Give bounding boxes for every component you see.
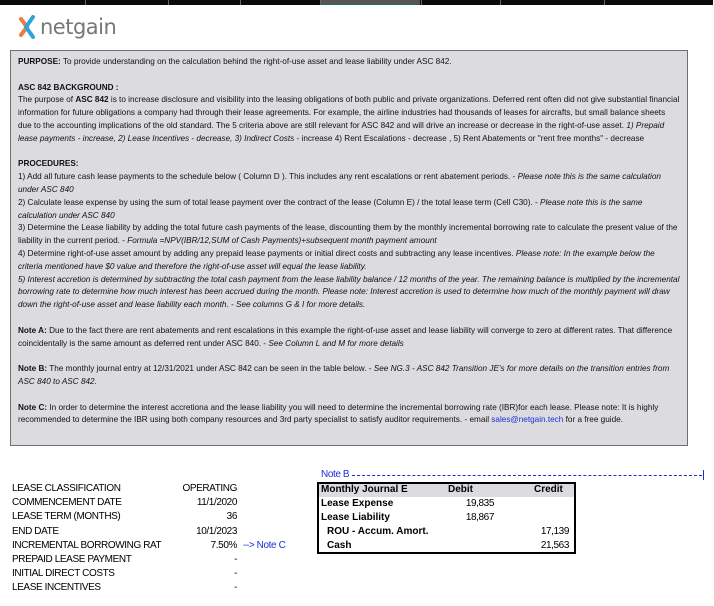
journal-account: Lease Liability [321,512,390,523]
text-segment: The purpose of [18,95,76,105]
text-segment: Note A: [18,325,47,335]
selected-column-header[interactable] [320,0,420,5]
text-segment: 5) Interest accretion is determined by subtracting the total cash payment from the lease liability balance / 12 months of the year. The remaining balance is multiplied by the incremental borrowing rate to determine how much interest has been accrued during the month. Please note: Interest accretion is used to determine how much of the monthly payment will draw down the right-of-use asset and lease liability each month. - See columns G & I for more details. [18,274,680,310]
text-segment: The monthly journal entry at 12/31/2021 under ASC 842 can be seen in the table below. - [47,364,374,374]
journal-header-credit: Credit [534,484,563,495]
text-segment: 2) Calculate lease expense by using the sum of total lease payment over the contract of the lease (Column E) / the total lease term (Cell C30). - [18,197,540,207]
text-segment: In order to determine the interest accretiona and the lease liability you will need to determine the incremental borrowing rate (IBR)for each lease. Please note: It is highly recommended to determine the IBR using both company resources and 3rd party specialist to satisfy auditor requirements. - email [18,402,659,425]
textbox-paragraph [18,56,680,69]
lease-field-label: INITIAL DIRECT COSTS [12,568,115,580]
note-b-dashed-line [352,475,702,476]
lease-field-value[interactable]: 36 [226,511,237,523]
column-divider[interactable] [240,0,241,5]
note-c-link[interactable]: --> Note C [243,539,286,551]
text-segment: 1) Add all future cash lease payments to the schedule below ( Column D ). This includes any rent escalations or rent abatement periods. - [18,172,518,182]
textbox-paragraph [18,82,680,146]
column-divider[interactable] [168,0,169,5]
lease-field-value[interactable]: OPERATING [182,483,237,494]
column-divider[interactable] [421,0,422,5]
lease-field-label: END DATE [12,525,59,537]
lease-field-value[interactable]: 11/1/2020 [196,497,237,509]
textbox-paragraph [18,402,680,428]
column-divider[interactable] [604,0,605,5]
textbox-paragraph [18,363,680,389]
lease-field-label: INCREMENTAL BORROWING RAT [12,539,162,551]
note-b-line-end [703,470,704,480]
text-segment: is to increase disclosure and visibility into the leasing obligations of both public and private organizations. Deferred rent often did not give substantial financial information for future obligations a company had through their lease agreements. For example, the airline industries had thousands of leases for aircrafts, but small balance sheets due to the accounting implications of the old standard. The 5 criteria above are still relevant for ASC 842 and will drive an increase or decrease in the right-of-use asset. [18,95,680,130]
column-divider[interactable] [500,0,501,5]
lease-field-label: LEASE INCENTIVES [12,582,101,594]
journal-credit: 17,139 [540,526,569,537]
journal-account: Lease Expense [321,498,394,509]
lease-field-value[interactable]: 7.50% [210,539,237,551]
journal-account: ROU - Accum. Amort. [327,526,429,537]
email-link[interactable]: sales@netgain.tech [491,415,564,425]
lease-field-value[interactable]: - [234,568,237,580]
text-segment: 3) Determine the Lease liability by adding the total future cash payments of the lease, discounting them by the monthly incremental borrowing rate to calculate the present value of the liability in the current period. - [18,223,678,246]
netgain-logo [18,14,116,40]
text-segment: To provide understanding on the calculation behind the right-of-use asset and lease liability under ASC 842. [60,57,452,66]
lease-field-value[interactable]: - [234,582,237,594]
text-segment: for a free guide. [563,415,623,425]
lease-field-label: LEASE CLASSIFICATION [12,483,121,494]
journal-header-debit: Debit [448,484,473,495]
text-segment: - increase 4) Rent Escalations - decrease , 5) Rent Abatements or "rent free months" - decrease [294,133,645,143]
lease-field-label: PREPAID LEASE PAYMENT [12,554,132,565]
textbox-paragraph [18,158,680,312]
column-divider[interactable] [85,0,86,5]
text-segment: Note C: [18,402,48,412]
text-segment: See NG.3 - ASC 842 Transition JE's for more details on the transition entries from ASC 840 to ASC 842. [18,364,670,386]
text-segment: ASC 842 BACKGROUND : [18,82,119,92]
lease-field-label: LEASE TERM (MONTHS) [12,511,121,523]
text-segment: Formula =NPV(IBR/12,SUM of Cash Payments)+subsequent month payment amount [127,236,437,246]
journal-credit: 21,563 [540,540,569,551]
note-b-label: Note B [321,469,350,480]
textbox-paragraph [18,325,680,351]
column-header-bar[interactable] [0,0,713,5]
text-segment: Note B: [18,364,48,374]
column-divider[interactable] [320,0,321,5]
text-segment: 1) Prepaid lease payments - increase, 2) Lease Incentives - decrease, 3) Indirect Costs [18,120,665,143]
text-segment: Please note: In the example below the criteria mentioned have $0 value and therefore the right-of-use asset will equal the lease liability. [18,248,655,271]
netgain-x-icon [18,15,36,39]
text-segment: ASC 842 [75,95,109,105]
journal-debit: 19,835 [465,498,494,509]
text-segment: See Column L and M for more details [268,338,404,348]
text-segment: PURPOSE: [18,57,61,66]
text-segment: 4) Determine right-of-use asset amount by adding any prepaid lease payments or initial direct costs and subtracting any lease incentives. [18,248,516,258]
journal-entry-table [317,482,576,554]
text-segment: Due to the fact there are rent abatements and rent escalations in this example the right-of-use asset and lease liability will converge to zero at different rates. That difference coincidentally is the same amount as deferred rent under ASC 840. - [18,325,673,348]
text-segment: Please note this is the same calculation under ASC 840 [18,197,643,220]
text-segment: Please note this is the same calculation under ASC 840 [18,172,661,194]
lease-field-value[interactable]: 10/1/2023 [196,525,237,537]
text-segment: PROCEDURES: [18,159,79,169]
journal-debit: 18,867 [465,512,494,523]
journal-account: Cash [327,540,352,551]
explanation-textbox[interactable] [10,50,688,446]
journal-header-account: Monthly Journal E [321,484,408,495]
logo-text: netgain [40,15,117,39]
lease-field-value[interactable]: - [234,554,237,565]
lease-field-label: COMMENCEMENT DATE [12,497,122,509]
